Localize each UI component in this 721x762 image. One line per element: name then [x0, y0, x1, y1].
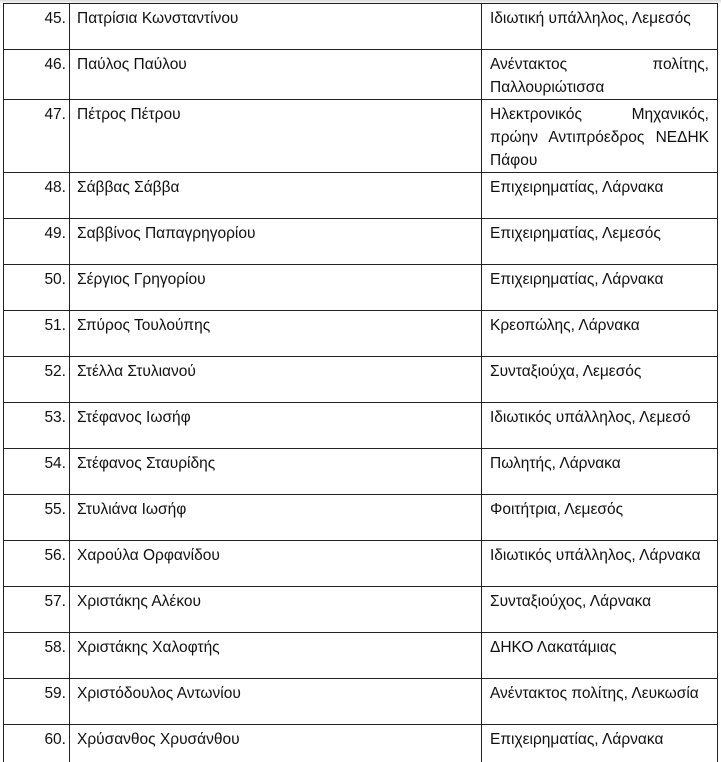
table-row — [4, 357, 718, 403]
row-number: 48. — [4, 173, 70, 219]
table-row — [4, 495, 718, 541]
row-number: 46. — [4, 50, 70, 100]
candidate-description: Επιχειρηματίας, Λάρνακα — [482, 265, 718, 311]
candidate-name: Χριστάκης Χαλοφτής — [70, 633, 482, 679]
candidate-description: ΔΗΚΟ Λακατάμιας — [482, 633, 718, 679]
candidate-name: Χαρούλα Ορφανίδου — [70, 541, 482, 587]
candidate-description: Ιδιωτικός υπάλληλος, Λεμεσό — [482, 403, 718, 449]
candidate-name: Στέφανος Σταυρίδης — [70, 449, 482, 495]
candidate-name: Σάββας Σάββα — [70, 173, 482, 219]
table-row — [4, 311, 718, 357]
candidate-description: Φοιτήτρια, Λεμεσός — [482, 495, 718, 541]
candidate-name: Παύλος Παύλου — [70, 50, 482, 100]
row-number: 53. — [4, 403, 70, 449]
candidate-description: Συνταξιούχα, Λεμεσός — [482, 357, 718, 403]
row-number: 50. — [4, 265, 70, 311]
candidate-name: Χρύσανθος Χρυσάνθου — [70, 725, 482, 762]
candidate-description: Πωλητής, Λάρνακα — [482, 449, 718, 495]
candidate-description: Ιδιωτικός υπάλληλος, Λάρνακα — [482, 541, 718, 587]
candidate-description: Επιχειρηματίας, Λάρνακα — [482, 173, 718, 219]
candidate-description: Ανέντακτος πολίτης, Παλλουριώτισσα — [482, 50, 718, 100]
row-number: 45. — [4, 4, 70, 50]
row-number: 47. — [4, 100, 70, 173]
candidate-name: Σέργιος Γρηγορίου — [70, 265, 482, 311]
row-number: 54. — [4, 449, 70, 495]
table-row — [4, 173, 718, 219]
candidate-description: Επιχειρηματίας, Λεμεσός — [482, 219, 718, 265]
candidate-name: Σαββίνος Παπαγρηγορίου — [70, 219, 482, 265]
candidate-name: Σπύρος Τουλούπης — [70, 311, 482, 357]
row-number: 60. — [4, 725, 70, 762]
table-row — [4, 219, 718, 265]
table-row — [4, 403, 718, 449]
candidate-name: Πατρίσια Κωνσταντίνου — [70, 4, 482, 50]
row-number: 49. — [4, 219, 70, 265]
row-number: 59. — [4, 679, 70, 725]
table-row — [4, 449, 718, 495]
table-row — [4, 4, 718, 50]
candidate-name: Στυλιάνα Ιωσήφ — [70, 495, 482, 541]
candidate-name: Στέλλα Στυλιανού — [70, 357, 482, 403]
candidate-name: Χριστόδουλος Αντωνίου — [70, 679, 482, 725]
candidate-table — [3, 3, 718, 762]
table-row — [4, 541, 718, 587]
table-row — [4, 633, 718, 679]
candidate-description: Συνταξιούχος, Λάρνακα — [482, 587, 718, 633]
table-row — [4, 100, 718, 173]
row-number: 52. — [4, 357, 70, 403]
candidate-name: Στέφανος Ιωσήφ — [70, 403, 482, 449]
table-row — [4, 679, 718, 725]
row-number: 57. — [4, 587, 70, 633]
candidate-description: Κρεοπώλης, Λάρνακα — [482, 311, 718, 357]
candidate-description: Ηλεκτρονικός Μηχανικός, πρώην Αντιπρόεδρος ΝΕΔΗΚ Πάφου — [482, 100, 718, 173]
candidate-description: Ανέντακτος πολίτης, Λευκωσία — [482, 679, 718, 725]
table-row — [4, 587, 718, 633]
candidate-name: Πέτρος Πέτρου — [70, 100, 482, 173]
row-number: 55. — [4, 495, 70, 541]
candidate-description: Ιδιωτική υπάλληλος, Λεμεσός — [482, 4, 718, 50]
row-number: 51. — [4, 311, 70, 357]
table-row — [4, 725, 718, 762]
row-number: 58. — [4, 633, 70, 679]
candidate-name: Χριστάκης Αλέκου — [70, 587, 482, 633]
table-row — [4, 265, 718, 311]
table-row — [4, 50, 718, 100]
row-number: 56. — [4, 541, 70, 587]
candidate-description: Επιχειρηματίας, Λάρνακα — [482, 725, 718, 762]
